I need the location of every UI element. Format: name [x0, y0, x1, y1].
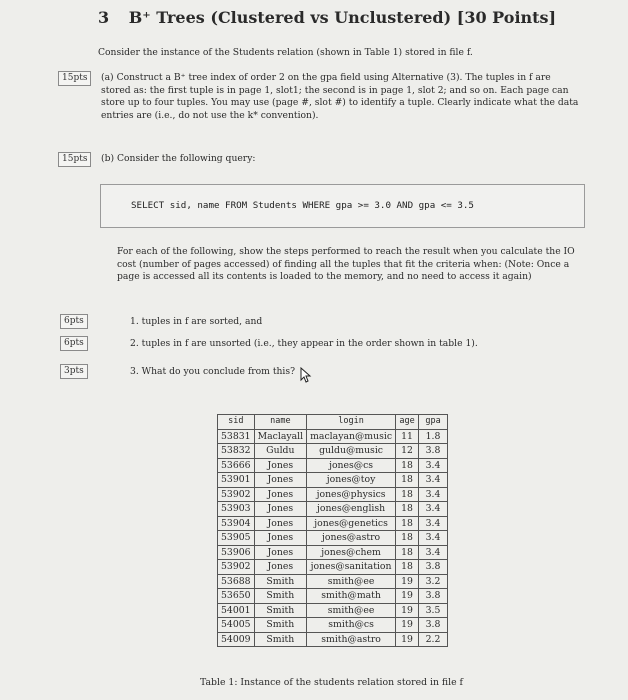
table-cell: smith@math	[307, 589, 396, 604]
table-cell: 3.4	[419, 473, 448, 488]
table-row	[218, 632, 448, 647]
table-row	[218, 487, 448, 502]
column-header: sid	[218, 415, 255, 430]
table-cell: 3.4	[419, 545, 448, 560]
table-cell: maclayan@music	[307, 429, 396, 444]
mouse-cursor-icon	[299, 367, 313, 387]
table-cell: 53831	[218, 429, 255, 444]
section-title: B⁺ Trees (Clustered vs Unclustered) [30 Points]	[128, 8, 557, 27]
table-cell: Smith	[254, 618, 307, 633]
table-cell: 3.8	[419, 444, 448, 459]
table-row	[218, 560, 448, 575]
table-cell: Jones	[254, 531, 307, 546]
item-1-points-badge: 6pts	[60, 314, 88, 329]
table-cell: Guldu	[254, 444, 307, 459]
table-cell: 19	[396, 603, 419, 618]
table-row	[218, 502, 448, 517]
table-cell: Jones	[254, 545, 307, 560]
table-row	[218, 574, 448, 589]
item-1-text: 1. tuples in f are sorted, and	[130, 316, 263, 327]
table-cell: 3.8	[419, 618, 448, 633]
table-cell: 53666	[218, 458, 255, 473]
table-cell: smith@cs	[307, 618, 396, 633]
table-cell: 3.8	[419, 589, 448, 604]
table-cell: 19	[396, 632, 419, 647]
table-cell: 18	[396, 473, 419, 488]
table-cell: 12	[396, 444, 419, 459]
table-cell: Maclayall	[254, 429, 307, 444]
table-row	[218, 516, 448, 531]
item-3-text: 3. What do you conclude from this?	[130, 366, 296, 377]
table-cell: jones@astro	[307, 531, 396, 546]
section-number: 3	[98, 8, 110, 27]
table-cell: 18	[396, 560, 419, 575]
table-cell: 3.4	[419, 458, 448, 473]
part-b-points-badge: 15pts	[58, 152, 91, 167]
table-cell: Jones	[254, 473, 307, 488]
sql-query: SELECT sid, name FROM Students WHERE gpa >= 3.0 AND gpa <= 3.5	[131, 200, 474, 211]
table-cell: 53688	[218, 574, 255, 589]
item-3-points-badge: 3pts	[60, 364, 88, 379]
table-cell: 53650	[218, 589, 255, 604]
table-cell: 53906	[218, 545, 255, 560]
table-cell: 3.5	[419, 603, 448, 618]
table-cell: guldu@music	[307, 444, 396, 459]
part-a-points-badge: 15pts	[58, 71, 91, 86]
table-cell: 54005	[218, 618, 255, 633]
table-cell: 3.4	[419, 487, 448, 502]
table-cell: 1.8	[419, 429, 448, 444]
table-cell: Jones	[254, 487, 307, 502]
table-cell: 3.4	[419, 516, 448, 531]
table-cell: Smith	[254, 603, 307, 618]
table-cell: 53832	[218, 444, 255, 459]
table-cell: 53905	[218, 531, 255, 546]
table-cell: 2.2	[419, 632, 448, 647]
table-cell: jones@toy	[307, 473, 396, 488]
table-row	[218, 531, 448, 546]
table-body	[218, 429, 448, 647]
table-cell: jones@chem	[307, 545, 396, 560]
table-cell: Jones	[254, 502, 307, 517]
table-cell: jones@english	[307, 502, 396, 517]
table-row	[218, 618, 448, 633]
table-cell: 53902	[218, 487, 255, 502]
instructions-text: For each of the following, show the steps performed to reach the result when you calculate the IO cost (number of pages accessed) of finding all the tuples that fit the criteria when: (Note: Once a page is accessed all its contents is loaded to the memory, and no need to access it again)	[117, 246, 575, 282]
column-header: age	[396, 415, 419, 430]
table-row	[218, 473, 448, 488]
table-cell: jones@genetics	[307, 516, 396, 531]
table-cell: 54001	[218, 603, 255, 618]
table-cell: 18	[396, 545, 419, 560]
table-cell: 19	[396, 574, 419, 589]
table-cell: 53902	[218, 560, 255, 575]
item-2-text: 2. tuples in f are unsorted (i.e., they appear in the order shown in table 1).	[130, 338, 478, 349]
table-cell: jones@sanitation	[307, 560, 396, 575]
table-cell: 3.4	[419, 531, 448, 546]
table-cell: 19	[396, 618, 419, 633]
table-header-row	[218, 415, 448, 430]
table-cell: 18	[396, 531, 419, 546]
table-row	[218, 589, 448, 604]
table-cell: Jones	[254, 458, 307, 473]
table-cell: 18	[396, 502, 419, 517]
column-header: name	[254, 415, 307, 430]
part-a-text: (a) Construct a B⁺ tree index of order 2 on the gpa field using Alternative (3). The tuples in f are stored as: the first tuple is in page 1, slot1; the second is in page 1, slot 2; and so on. Each page can store up to four tuples. You may use (page #, slot #) to identify a tuple. Clearly indicate what the data entries are (i.e., do not use the k* convention).	[101, 72, 579, 121]
table-cell: 19	[396, 589, 419, 604]
table-cell: smith@ee	[307, 574, 396, 589]
table-cell: smith@astro	[307, 632, 396, 647]
table-row	[218, 444, 448, 459]
table-row	[218, 429, 448, 444]
table-cell: jones@cs	[307, 458, 396, 473]
section-heading	[98, 8, 556, 27]
table-cell: jones@physics	[307, 487, 396, 502]
table-cell: Smith	[254, 589, 307, 604]
table-row	[218, 458, 448, 473]
column-header: gpa	[419, 415, 448, 430]
table-cell: 53903	[218, 502, 255, 517]
column-header: login	[307, 415, 396, 430]
part-b-text: (b) Consider the following query:	[101, 153, 256, 164]
query-box	[100, 184, 585, 228]
table-cell: 3.2	[419, 574, 448, 589]
table-cell: 11	[396, 429, 419, 444]
table-cell: 18	[396, 516, 419, 531]
table-cell: 3.4	[419, 502, 448, 517]
table-cell: Smith	[254, 632, 307, 647]
table-cell: 18	[396, 487, 419, 502]
table-cell: 18	[396, 458, 419, 473]
item-2-points-badge: 6pts	[60, 336, 88, 351]
table-caption: Table 1: Instance of the students relation stored in file f	[200, 677, 463, 688]
table-cell: Jones	[254, 516, 307, 531]
table-row	[218, 545, 448, 560]
table-cell: Smith	[254, 574, 307, 589]
table-cell: 54009	[218, 632, 255, 647]
table-cell: smith@ee	[307, 603, 396, 618]
table-cell: Jones	[254, 560, 307, 575]
intro-text: Consider the instance of the Students relation (shown in Table 1) stored in file f.	[98, 47, 473, 58]
table-row	[218, 603, 448, 618]
table-cell: 53904	[218, 516, 255, 531]
students-table	[217, 414, 448, 647]
table-cell: 3.8	[419, 560, 448, 575]
table-cell: 53901	[218, 473, 255, 488]
